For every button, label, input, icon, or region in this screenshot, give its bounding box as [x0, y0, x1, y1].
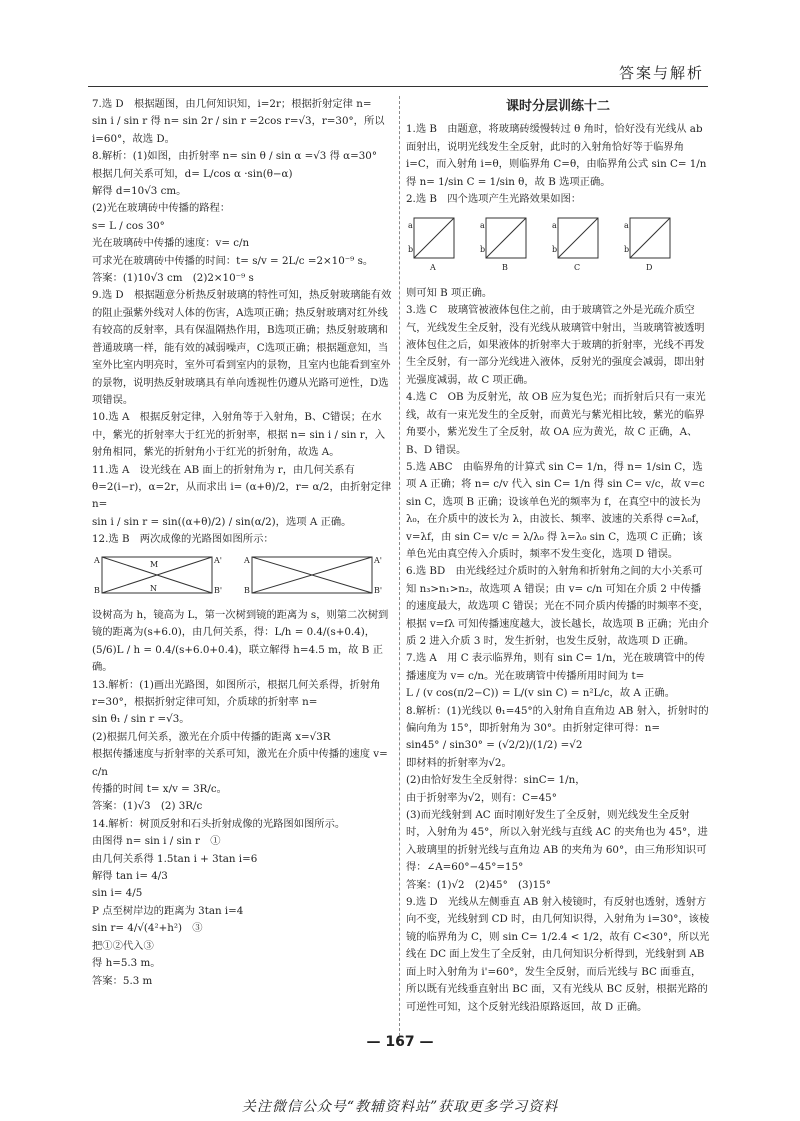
left-item-line: 传播的时间 t= x/v = 3R/c。: [92, 783, 227, 796]
svg-text:B': B': [374, 585, 382, 595]
left-item-line: (2)根据几何关系，激光在介质中传播的距离 x=√3R: [92, 730, 331, 743]
right-item-line: 8.解析：(1)光线以 θ₁=45°的入射角自直角边 AB 射入，折射时的偏向角为 15°，即折射角为 30°。由折射定律可得：n=: [406, 704, 709, 734]
svg-text:B': B': [214, 585, 223, 595]
left-item-line: 10.选 A 根据反射定律，入射角等于入射角，B、C错误；在水中，紫光的折射率大于红光的折射率，根据 n= sin i / sin r，入射角相同，紫光的折射角小于红光的折射角，故选 A。: [92, 411, 386, 459]
right-item-line: 1.选 B 由题意，将玻璃砖缓慢转过 θ 角时，恰好没有光线从 ab 面射出，说明光线发生全反射，此时的入射角恰好等于临界角 i=C，而入射角 i=θ，则临界角 C=θ，由临界角公式 sin C= 1/n 得 n= 1/sin C = 1/sin θ，故 B 选项正确。: [406, 123, 710, 188]
left-item-line: 答案：(1)√3 (2) 3R/c: [92, 800, 203, 813]
left-item: [92, 96, 392, 148]
svg-text:a: a: [408, 221, 413, 231]
svg-text:b: b: [552, 245, 558, 255]
left-item: [92, 531, 392, 676]
right-items: [406, 121, 710, 1016]
right-item-line: (2)由恰好发生全反射得：sinC= 1/n，: [406, 774, 586, 787]
svg-text:b: b: [480, 245, 486, 255]
left-item-line: 光在玻璃砖中传播的速度：v= c/n: [92, 237, 250, 250]
left-item-line: 答案：(1)10√3 cm (2)2×10⁻⁹ s: [92, 272, 254, 285]
mirror-diagram: [92, 553, 392, 603]
svg-text:A: A: [430, 263, 436, 273]
left-item-line: (5/6)L / h = 0.4/(s+6.0+0.4)，联立解得 h=4.5 m，故 B 正确。: [92, 643, 383, 674]
left-item-line: 设树高为 h，镜高为 L，第一次树到镜的距离为 s，则第二次树到镜的距离为(s+6.0)，由几何关系，得：L/h = 0.4/(s+0.4)，: [92, 608, 389, 639]
left-item-line: 得 h=5.3 m。: [92, 957, 161, 970]
left-item-line: sin i / sin r 得 n= sin 2r / sin r =2cos r=√3，r=30°，所以 i=60°，故选 D。: [92, 115, 388, 145]
page-number: — 167 —: [366, 1034, 434, 1050]
right-item-line: 5.选 ABC 由临界角的计算式 sin C= 1/n，得 n= 1/sin C，选项 A 正确；将 n= c/v 代入 sin C= 1/n 得 sin C= v/c，故 v=c sin C，选项 B 正确；设该单色光的频率为 f，在真空中的波长为 λ₀，在介质中的波长为 λ，由波长、频率、波速的关系得 c=λ₀f，v=λf，由 sin C= v/c = λ/λ₀ 得 λ=λ₀ sin C，选项 C 正确；该单色光由真空传入介质时，频率不发生变化，选项 D 错误。: [406, 460, 708, 560]
svg-text:B: B: [94, 585, 100, 595]
svg-text:B: B: [502, 263, 508, 273]
left-item-line: 12.选 B 两次成像的光路图如图所示：: [92, 533, 274, 546]
left-item-line: 14.解析：树顶反射和石头折射成像的光路图如图所示。: [92, 817, 346, 830]
right-item-line: 2.选 B 四个选项产生光路效果如图：: [406, 193, 582, 206]
right-item-line: sin45° / sin30° = (√2/2)/(1/2) =√2: [406, 739, 583, 752]
right-item: [406, 121, 710, 191]
left-item: [92, 287, 392, 409]
right-item-line: 由于折射率为√2，则有：C=45°: [406, 791, 557, 804]
footer-note: 关注微信公众号“教辅资料站”获取更多学习资料: [241, 1099, 559, 1115]
page-header-title: 答案与解析: [618, 64, 704, 82]
svg-text:M: M: [150, 559, 159, 569]
svg-text:A': A': [374, 555, 382, 565]
svg-text:b: b: [408, 245, 414, 255]
left-item: [92, 816, 392, 990]
column-divider: [399, 96, 400, 1046]
right-item-line: 则可知 B 项正确。: [406, 286, 493, 299]
right-item-line: 7.选 A 用 C 表示临界角，则有 sin C= 1/n，光在玻璃管中的传播速度为 v= c/n。光在玻璃管中传播所用时间为 t=: [406, 652, 706, 682]
left-item-line: 9.选 D 根据题意分析热反射玻璃的特性可知，热反射玻璃能有效的阻止强紫外线对人体的伤害，A选项正确；热反射玻璃对红外线有较高的反射率，具有保温隔热作用，B选项正确；热反射玻璃和普通玻璃一样，能有效的减弱噪声，C选项正确；根据题意知，当室外比室内明亮时，室外可看到室内的景物，且室内也能看到室外的景物，说明热反射玻璃具有单向透视性仍遵从光路可逆性，D选项错误。: [92, 289, 392, 406]
left-item-line: 由图得 n= sin i / sin r ①: [92, 835, 221, 848]
left-item: [92, 409, 392, 461]
right-item-line: 3.选 C 玻璃管被液体包住之前，由于玻璃管之外是光疏介质空气，光线发生全反射，没有光线从玻璃管中射出，当玻璃管被透明液体包住之后，如果液体的折射率大于玻璃的折射率，光线不再发生全反射，有一部分光线进入液体，反射光的强度会减弱，即出射光强度减弱，故 C 项正确。: [406, 304, 705, 386]
left-item-line: sin i= 4/5: [92, 887, 143, 900]
left-item-line: 11.选 A 设光线在 AB 面上的折射角为 r，由几何关系有 θ=2(i−r)，α=2r，从而求出 i= (α+θ)/2，r= α/2，由折射定律 n=: [92, 463, 395, 511]
right-item: [406, 459, 710, 563]
svg-text:B: B: [244, 585, 250, 595]
right-item-line: (3)而光线射到 AC 面时刚好发生了全反射，则光线发生全反射时，入射角为 45°，所以入射光线与直线 AC 的夹角也为 45°，进入玻璃里的折射光线与直角边 AB 的夹角为 60°，由三角形知识可得：∠A=60°−45°=15°: [406, 809, 708, 874]
right-item-line: 答案：(1)√2 (2)45° (3)15°: [406, 878, 551, 891]
left-item-line: 7.选 D 根据题图，由几何知识知，i=2r；根据折射定律 n=: [92, 98, 372, 110]
svg-text:a: a: [624, 221, 629, 231]
left-item-line: (2)光在玻璃砖中传播的路程：: [92, 202, 231, 215]
svg-text:C: C: [574, 263, 581, 273]
left-item-line: 由几何关系得 1.5tan i + 3tan i=6: [92, 852, 258, 865]
right-item: [406, 302, 710, 389]
prism-options-diagram: [406, 212, 710, 280]
right-item: [406, 703, 710, 894]
right-item: [406, 191, 710, 302]
left-column: [92, 96, 395, 990]
left-item: [92, 148, 392, 287]
svg-text:N: N: [150, 583, 157, 593]
left-item-line: 解得 d=10√3 cm。: [92, 185, 187, 198]
left-item-line: P 点至树岸边的距离为 3tan i=4: [92, 904, 244, 917]
right-item-line: 6.选 BD 由光线经过介质时的入射角和折射角之间的大小关系可知 n₃>n₁>n₂，故选项 A 错误；由 v= c/n 可知在介质 2 中传播的速度最大，故选项 C 错误；光在不同介质内传播的时频率不变，根据 v=fλ 可知传播速度越大，波长越长，故选项 B 正确；光由介质 2 进入介质 3 时，发生折射，也发生反射，故选项 D 正确。: [406, 565, 709, 647]
header-rule: [88, 86, 708, 87]
svg-text:a: a: [480, 221, 485, 231]
svg-text:A: A: [94, 555, 100, 565]
svg-text:a: a: [552, 221, 557, 231]
right-item-line: L / (v cos(π/2−C)) = L/(v sin C) = n²L/c，故 A 正确。: [406, 687, 675, 700]
left-item-line: 把①②代入③: [92, 939, 154, 952]
right-item: [406, 650, 710, 702]
left-item-line: 8.解析：(1)如图，由折射率 n= sin θ / sin α =√3 得 α=30°: [92, 150, 378, 163]
svg-text:A': A': [214, 555, 222, 565]
left-item-line: s= L / cos 30°: [92, 219, 165, 232]
left-item: [92, 677, 392, 816]
left-item-line: 根据传播速度与折射率的关系可知，激光在介质中传播的速度 v= c/n: [92, 748, 392, 778]
svg-text:A: A: [244, 555, 250, 565]
left-item-line: sin r= 4/√(4²+h²) ③: [92, 922, 203, 935]
right-item-line: 9.选 D 光线从左侧垂直 AB 射入棱镜时，有反射也透射，透射方向不变，光线射到 CD 时，由几何知识得，入射角为 i=30°，该棱镜的临界角为 C，则 sin C= 1/2.4 < 1/2，故有 C<30°，所以光线在 DC 面上发生了全反射，由几何知识分析得到，光线射到 AB 面上时入射角为 i'=60°，发生全反射，而后光线与 BC 面垂直，所以既有光线垂直射出 BC 面，又有光线从 BC 反射，根据光路的可逆性可知，这个反射光线沿原路返回，故 D 正确。: [406, 896, 710, 1013]
left-item-line: 13.解析：(1)画出光路图，如图所示，根据几何关系得，折射角 r=30°，根据折射定律可知，介质球的折射率 n=: [92, 678, 384, 708]
right-item: [406, 563, 710, 650]
left-item-line: 答案：5.3 m: [92, 974, 153, 987]
right-column: [406, 96, 710, 1016]
svg-text:b: b: [624, 245, 630, 255]
right-item-line: 即材料的折射率为√2。: [406, 756, 512, 769]
left-item: [92, 462, 395, 532]
right-item: [406, 389, 710, 459]
left-item-line: sin θ₁ / sin r =√3。: [92, 713, 190, 726]
svg-text:D: D: [646, 263, 653, 273]
right-item: [406, 894, 710, 1016]
left-item-line: sin i / sin r = sin((α+θ)/2) / sin(α/2)，选项 A 正确。: [92, 515, 352, 528]
left-item-line: 根据几何关系可知，d= L/cos α ·sin(θ−α): [92, 167, 293, 180]
left-item-line: 解得 tan i= 4/3: [92, 870, 168, 883]
section-title: 课时分层训练十二: [505, 99, 610, 114]
right-item-line: 4.选 C OB 为反射光，故 OB 应为复色光；而折射后只有一束光线，故有一束光发生的全反射，而黄光与紫光相比较，紫光的临界角要小，紫光发生了全反射，故 OA 应为黄光，故 C 正确，A、B、D 错误。: [406, 391, 706, 456]
left-item-line: 可求光在玻璃砖中传播的时间：t= s/v = 2L/c =2×10⁻⁹ s。: [92, 254, 374, 267]
